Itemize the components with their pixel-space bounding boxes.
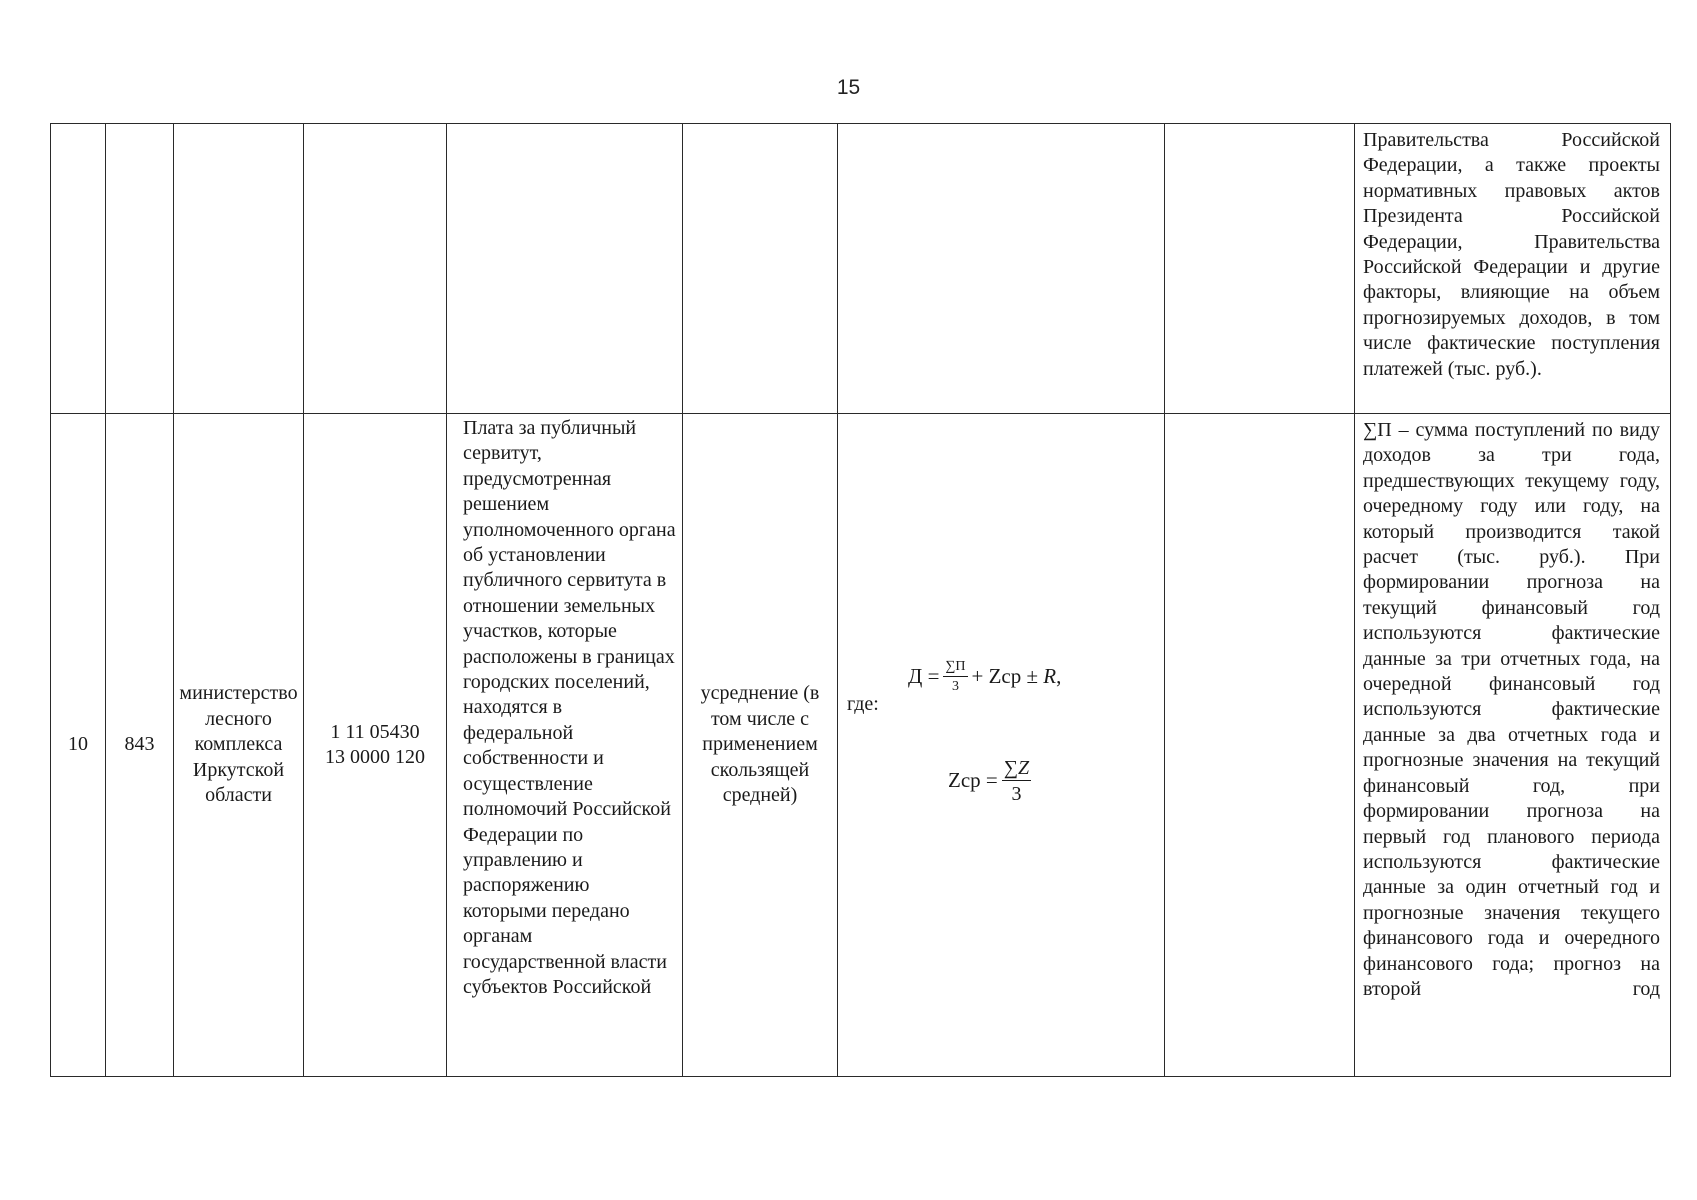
income-name-cell bbox=[447, 414, 683, 1077]
admin-name-cell bbox=[174, 414, 304, 1077]
formula-cell bbox=[838, 124, 1165, 414]
method-cell bbox=[683, 414, 838, 1077]
fraction-denominator: 3 bbox=[1011, 783, 1022, 805]
method-text: усреднение (в том числе с применением скользящей средней) bbox=[700, 682, 820, 807]
fraction-numerator: ∑П bbox=[943, 660, 967, 677]
income-name-cell bbox=[447, 124, 683, 414]
formula-income-lhs: Д = bbox=[908, 664, 940, 689]
admin-name-cell bbox=[174, 124, 304, 414]
row-number-cell: 10 bbox=[51, 414, 106, 1077]
table-row bbox=[51, 124, 1671, 414]
formula-zsr bbox=[948, 758, 1035, 804]
notes-cell bbox=[1355, 124, 1671, 414]
admin-code-cell: 843 bbox=[106, 414, 174, 1077]
formula-income-end: , bbox=[1056, 664, 1062, 689]
admin-name-text: министерство лесного комплекса Иркутской области bbox=[179, 682, 298, 807]
empty-cell bbox=[1165, 124, 1355, 414]
formula-zsr-fraction bbox=[1002, 758, 1031, 804]
method-cell bbox=[683, 124, 838, 414]
formula-income bbox=[908, 660, 1061, 694]
notes-text: Правительства Российской Федерации, а также проекты нормативных правовых актов Президента Российской Федерации, Правительства Российской Федерации и другие факторы, влияющие на объем прогнозируемых доходов, в том числе фактические поступления платежей (тыс. руб.). bbox=[1363, 129, 1660, 380]
table-row bbox=[51, 414, 1671, 1077]
notes-text: ∑П – сумма поступлений по виду доходов за три года, предшествующих текущему году, очередному году или году, на который производится такой расчет (тыс. руб.). При формировании прогноза на текущий финансовый год используются фактические данные за три отчетных года, на очередной финансовый год используются фактические данные за два отчетных года и прогнозные значения на текущий финансовый год, при формировании прогноза на первый год планового периода используются фактические данные за один отчетный год и прогнозные значения текущего финансового года и очередного финансового года; прогноз на второй год bbox=[1363, 419, 1660, 1000]
income-name-text: Плата за публичный сервитут, предусмотренная решением уполномоченного органа об установлении публичного сервитута в отношении земельных участков, которые расположены в границах городских поселений, находятся в федеральной собственности и осуществление полномочий Российской Федерации по управлению и распоряжению которыми передано органам государственной власти субъектов Российской bbox=[463, 417, 676, 998]
kbk-line-2: 13 0000 120 bbox=[325, 746, 425, 768]
formula-income-fraction bbox=[943, 660, 967, 694]
formula-zsr-lhs: Zср = bbox=[948, 768, 998, 793]
row-number-cell bbox=[51, 124, 106, 414]
kbk-cell bbox=[304, 124, 447, 414]
sum-sign: ∑ bbox=[1003, 757, 1019, 779]
methodology-table bbox=[50, 123, 1671, 1077]
admin-code-cell bbox=[106, 124, 174, 414]
formula-income-rest: + Zср ± bbox=[971, 664, 1039, 689]
kbk-cell bbox=[304, 414, 447, 1077]
formula-cell bbox=[838, 414, 1165, 1077]
notes-cell bbox=[1355, 414, 1671, 1077]
page-number: 15 bbox=[836, 76, 861, 99]
empty-cell bbox=[1165, 414, 1355, 1077]
fraction-denominator: 3 bbox=[951, 679, 959, 694]
fraction-numerator bbox=[1002, 758, 1031, 781]
where-label: где: bbox=[847, 693, 879, 715]
kbk-line-1: 1 11 05430 bbox=[330, 720, 420, 743]
formula-income-r: R bbox=[1043, 664, 1057, 689]
sum-variable: Z bbox=[1018, 757, 1030, 779]
